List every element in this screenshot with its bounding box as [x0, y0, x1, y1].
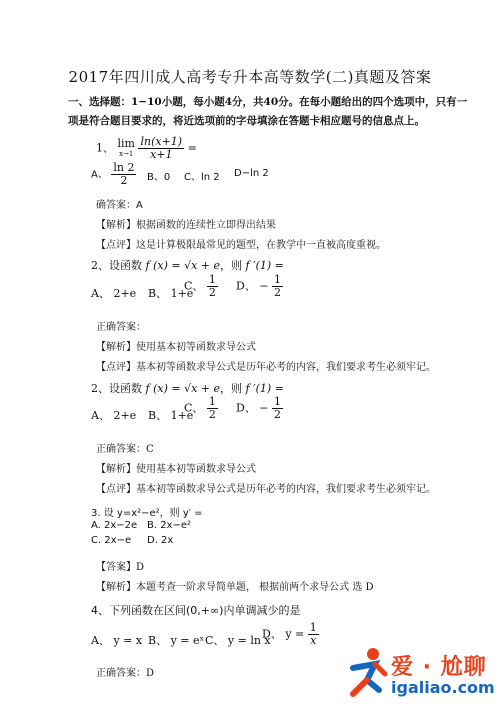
- question-4-answer: 正确答案：D: [96, 668, 155, 679]
- question-3-option-d: D. 2x: [147, 535, 174, 546]
- question-3-analysis: 【解析】本题考查一阶求导简单题， 根据前两个求导公式 选 D: [96, 582, 374, 593]
- question-4-option-d: D、 y = $\frac{1}{x}$: [262, 621, 317, 647]
- question-1-option-a: A、 $\frac{\ln 2}{2}$: [91, 161, 135, 187]
- question-3-option-b: B. 2x−e²: [147, 520, 192, 531]
- question-4-option-b: B、 y = eˣ: [148, 634, 205, 647]
- question-2-option-a: A、 2+e: [91, 287, 137, 300]
- question-2-answer: 正确答案：: [96, 322, 146, 333]
- watermark-title: 爱 · 尬聊: [391, 655, 487, 680]
- page-title: 2017年四川成人高考专升本高等数学(二)真题及答案: [68, 68, 432, 86]
- question-2-option-c: C、 $\frac{1}{2}$: [184, 273, 216, 299]
- question-2-repeat-option-b: B、 1+e: [148, 409, 194, 422]
- question-1-comment: 【点评】这是计算极限最常见的题型，在教学中一直被高度重视。: [96, 240, 386, 251]
- question-3-option-c: C. 2x−e: [91, 535, 132, 546]
- question-1-stem: [96, 136, 197, 161]
- equals-sign: =: [187, 141, 197, 155]
- question-2-stem-repeat: 2、设函数 f (x) = √x + e，则 f ′(1) =: [91, 382, 284, 395]
- question-3-option-a: A. 2x−2e: [91, 520, 138, 531]
- question-2-repeat-option-c: C、 $\frac{1}{2}$: [184, 395, 216, 421]
- question-3-answer: 【答案】D: [96, 562, 145, 573]
- limit-fraction: $\frac{\ln(x+1)}{x+1}$: [140, 135, 183, 161]
- watermark-logo: [345, 646, 495, 702]
- limit-operator: lim x→1: [117, 136, 135, 158]
- watermark-url: igaliao.com: [391, 678, 495, 697]
- question-2-stem: 2、设函数 f (x) = √x + e，则 f ′(1) =: [91, 259, 284, 272]
- question-4-option-a: A、 y = x: [91, 634, 143, 647]
- question-number: 1、: [96, 141, 114, 155]
- question-1-answer: 确答案：A: [96, 200, 143, 211]
- section-instructions: 一、选择题：1−10小题，每小题4分，共40分。在每小题给出的四个选项中，只有一项是符合题目要求的，将近选项前的字母填涂在答题卡相应题号的信息点上。: [68, 96, 468, 127]
- question-1-option-d: D−ln 2: [234, 168, 269, 179]
- question-2-repeat-option-a: A、 2+e: [91, 409, 137, 422]
- question-2-analysis: 【解析】使用基本初等函数求导公式: [96, 342, 256, 353]
- question-1-option-b: B、0: [147, 172, 171, 183]
- question-2-option-d: D、 − $\frac{1}{2}$: [236, 273, 282, 299]
- question-2-repeat-analysis: 【解析】使用基本初等函数求导公式: [96, 464, 256, 475]
- question-2-repeat-option-d: D、 − $\frac{1}{2}$: [236, 395, 282, 421]
- question-2-repeat-comment: 【点评】基本初等函数求导公式是历年必考的内容，我们要求考生必须牢记。: [96, 484, 436, 495]
- question-1-option-c: C、ln 2: [184, 172, 220, 183]
- question-4-option-c: C、 y = ln x: [205, 634, 271, 647]
- running-figure-icon: [345, 646, 389, 700]
- question-2-comment: 【点评】基本初等函数求导公式是历年必考的内容，我们要求考生必须牢记。: [96, 362, 436, 373]
- question-2-option-b: B、 1+e: [148, 287, 194, 300]
- question-2-repeat-answer: 正确答案：C: [96, 444, 154, 455]
- question-4-stem: 4、下列函数在区间(0,+∞)内单调减少的是: [91, 604, 301, 617]
- question-3-stem: 3. 设 y=x²−e²，则 y′ =: [91, 508, 203, 519]
- question-1-analysis: 【解析】根据函数的连续性立即得出结果: [96, 220, 276, 231]
